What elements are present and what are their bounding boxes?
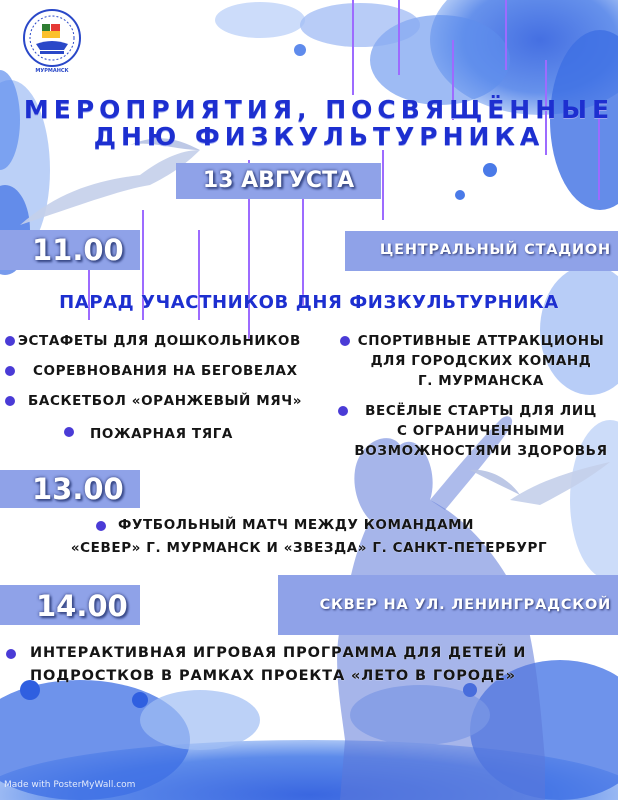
list-item: ПОЖАРНАЯ ТЯГА: [90, 426, 233, 442]
bullet: [340, 336, 350, 346]
list-item: ДЛЯ ГОРОДСКИХ КОМАНД: [370, 353, 592, 369]
list-item: ВЕСЁЛЫЕ СТАРТЫ ДЛЯ ЛИЦ: [365, 403, 597, 419]
bullet: [96, 521, 106, 531]
logo: [20, 8, 84, 76]
list-item: Г. МУРМАНСКА: [418, 373, 544, 389]
page-title-line-2: ДНЮ ФИЗКУЛЬТУРНИКА: [93, 122, 545, 151]
bullet: [64, 427, 74, 437]
list-item: ЭСТАФЕТЫ ДЛЯ ДОШКОЛЬНИКОВ: [18, 333, 301, 349]
bullet: [5, 396, 15, 406]
page-title-line-1: МЕРОПРИЯТИЯ, ПОСВЯЩЁННЫЕ: [23, 95, 615, 124]
section-heading: ПАРАД УЧАСТНИКОВ ДНЯ ФИЗКУЛЬТУРНИКА: [59, 292, 559, 313]
emblem-icon: [20, 8, 84, 76]
time-label: 14.00: [36, 589, 128, 623]
decorative-line: [505, 0, 507, 70]
place-label: ЦЕНТРАЛЬНЫЙ СТАДИОН: [379, 242, 611, 258]
place-label: СКВЕР НА УЛ. ЛЕНИНГРАДСКОЙ: [319, 597, 611, 613]
watermark: Made with PosterMyWall.com: [4, 780, 136, 790]
bullet: [5, 336, 15, 346]
list-item: СОРЕВНОВАНИЯ НА БЕГОВЕЛАХ: [33, 363, 298, 379]
bullet: [338, 406, 348, 416]
event-date: 13 АВГУСТА: [202, 168, 355, 193]
decorative-line: [382, 150, 384, 220]
time-label: 13.00: [32, 472, 124, 506]
list-item: С ОГРАНИЧЕННЫМИ: [396, 423, 566, 439]
event-description: ИНТЕРАКТИВНАЯ ИГРОВАЯ ПРОГРАММА ДЛЯ ДЕТЕЙ И: [30, 645, 527, 661]
decorative-line: [302, 190, 304, 305]
event-description: «СЕВЕР» Г. МУРМАНСК И «ЗВЕЗДА» Г. САНКТ-ПЕТЕРБУРГ: [70, 540, 548, 556]
decorative-line: [398, 0, 400, 75]
list-item: СПОРТИВНЫЕ АТТРАКЦИОНЫ: [357, 333, 605, 349]
event-description: ФУТБОЛЬНЫЙ МАТЧ МЕЖДУ КОМАНДАМИ: [118, 517, 475, 533]
time-label: 11.00: [32, 233, 124, 267]
bullet: [6, 649, 16, 659]
list-item: БАСКЕТБОЛ «ОРАНЖЕВЫЙ МЯЧ»: [28, 393, 303, 409]
list-item: ВОЗМОЖНОСТЯМИ ЗДОРОВЬЯ: [354, 443, 608, 459]
decorative-line: [352, 0, 354, 95]
event-description: ПОДРОСТКОВ В РАМКАХ ПРОЕКТА «ЛЕТО В ГОРОДЕ»: [30, 668, 516, 684]
logo-caption: МУРМАНСК: [35, 68, 69, 74]
bullet: [5, 366, 15, 376]
